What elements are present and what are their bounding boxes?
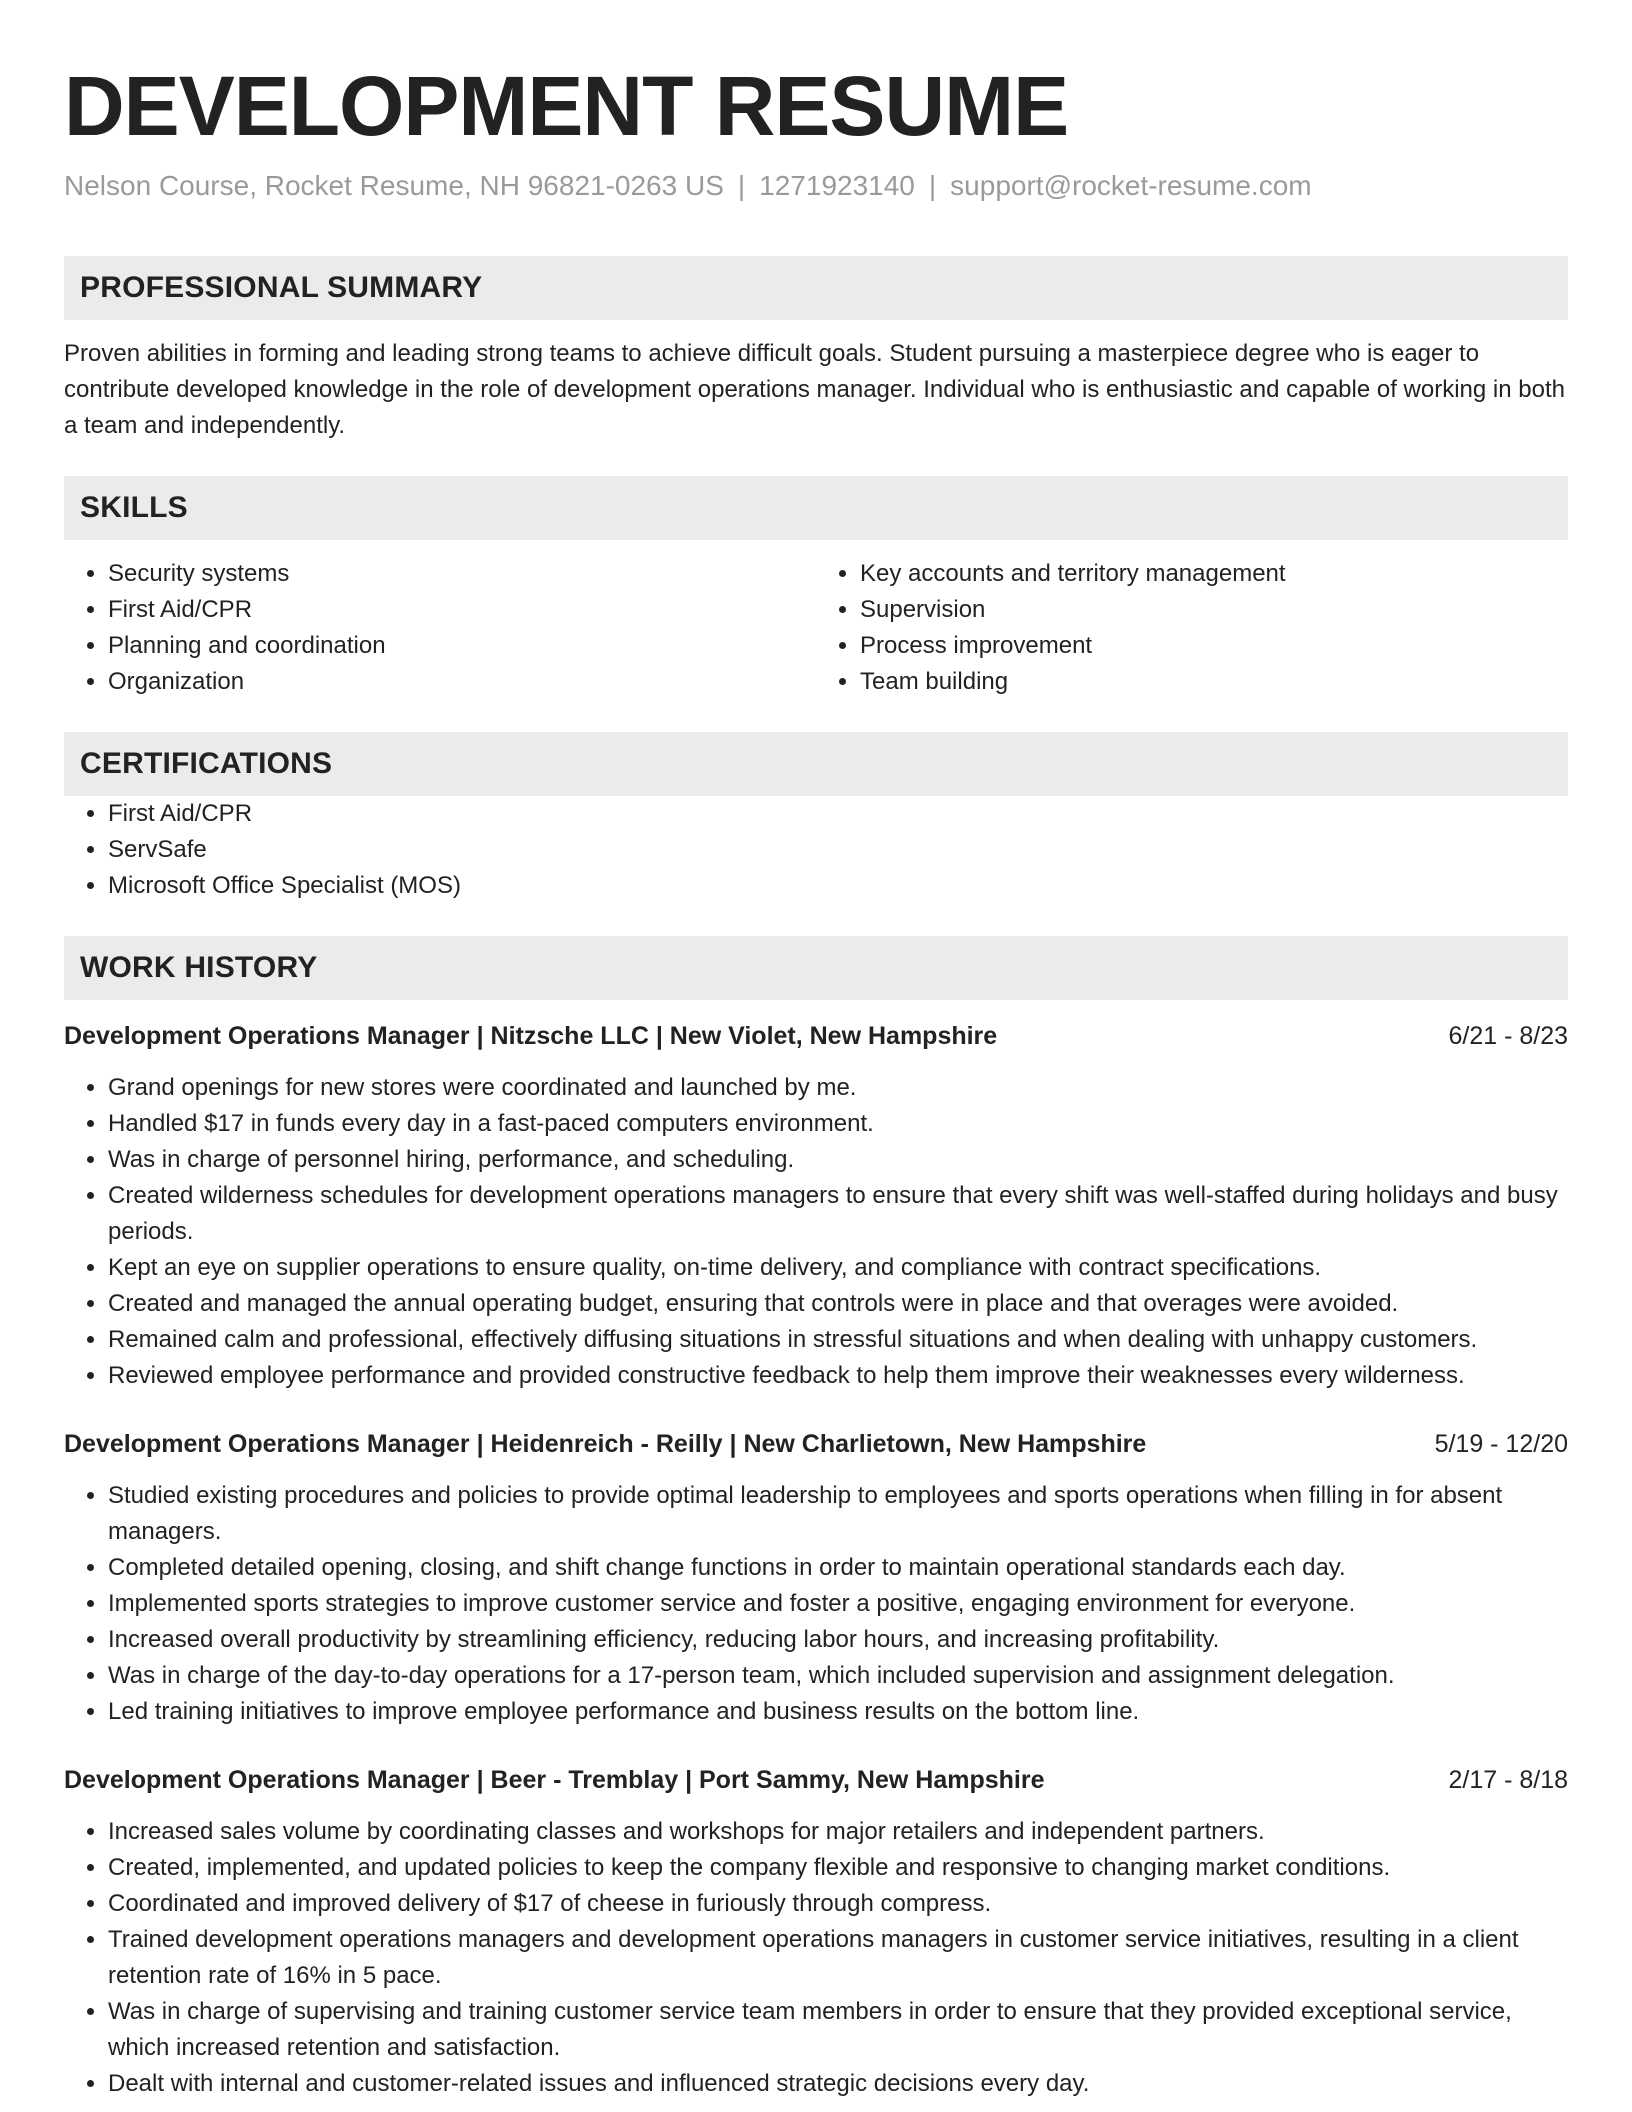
job-entry [64, 1018, 1568, 1394]
job-bullet: • Completed detailed opening, closing, and shift change functions in order to maintain operational standards each day. [108, 1550, 1568, 1586]
job-bullet: • Was in charge of personnel hiring, performance, and scheduling. [108, 1142, 1568, 1178]
skill-item: • Team building [860, 664, 1568, 700]
summary-text: Proven abilities in forming and leading strong teams to achieve difficult goals. Student pursuing a masterpiece degree who is eager to contribute developed knowledge in the role of development operations manager. Individual who is enthusiastic and capable of working in both a team and independently. [64, 340, 1565, 439]
job-bullet: • Created, implemented, and updated policies to keep the company flexible and responsive to changing market conditions. [108, 1850, 1568, 1886]
job-bullet: • Remained calm and professional, effectively diffusing situations in stressful situations and when dealing with unhappy customers. [108, 1322, 1568, 1358]
job-entry [64, 1762, 1568, 2102]
job-dates: 5/19 - 12/20 [1434, 1430, 1568, 1458]
job-bullets [64, 1070, 1568, 1394]
job-bullet: • Handled $17 in funds every day in a fast-paced computers environment. [108, 1106, 1568, 1142]
skill-item: • Organization [108, 664, 816, 700]
job-title: Development Operations Manager | Heidenreich - Reilly | New Charlietown, New Hampshire [64, 1430, 1147, 1458]
section-heading-skills: SKILLS [64, 476, 1568, 540]
job-bullet: • Kept an eye on supplier operations to ensure quality, on-time delivery, and compliance with contract specifications. [108, 1250, 1568, 1286]
job-bullet: • Created wilderness schedules for development operations managers to ensure that every shift was well-staffed during holidays and busy periods. [108, 1178, 1568, 1250]
job-bullet: • Studied existing procedures and policies to provide optimal leadership to employees and sports operations when filling in for absent managers. [108, 1478, 1568, 1550]
job-header [64, 1426, 1568, 1462]
job-bullet: • Trained development operations managers and development operations managers in customer service initiatives, resulting in a client retention rate of 16% in 5 pace. [108, 1922, 1568, 1994]
job-dates: 2/17 - 8/18 [1448, 1766, 1568, 1794]
job-bullet: • Reviewed employee performance and provided constructive feedback to help them improve their weaknesses every wilderness. [108, 1358, 1568, 1394]
contact-separator: | [737, 170, 746, 201]
section-heading-work-history: WORK HISTORY [64, 936, 1568, 1000]
contact-address: Nelson Course, Rocket Resume, NH 96821-0263 US [64, 170, 724, 201]
skill-item: • First Aid/CPR [108, 592, 816, 628]
job-title: Development Operations Manager | Nitzsche LLC | New Violet, New Hampshire [64, 1022, 998, 1050]
job-bullet: • Led training initiatives to improve employee performance and business results on the bottom line. [108, 1694, 1568, 1730]
job-bullet: • Was in charge of the day-to-day operations for a 17-person team, which included supervision and assignment delegation. [108, 1658, 1568, 1694]
skills-column-left [64, 556, 816, 700]
certifications-list [64, 796, 1568, 904]
job-bullets [64, 1814, 1568, 2102]
job-dates: 6/21 - 8/23 [1448, 1022, 1568, 1050]
contact-phone: 1271923140 [759, 170, 915, 201]
job-header [64, 1762, 1568, 1798]
job-bullets [64, 1478, 1568, 1730]
skills-list [64, 556, 1568, 700]
job-bullet: • Dealt with internal and customer-related issues and influenced strategic decisions every day. [108, 2066, 1568, 2102]
job-bullet: • Implemented sports strategies to improve customer service and foster a positive, engaging environment for everyone. [108, 1586, 1568, 1622]
skill-item: • Planning and coordination [108, 628, 816, 664]
certification-item: • First Aid/CPR [108, 796, 1568, 832]
contact-line [64, 168, 1568, 204]
contact-email[interactable]: support@rocket-resume.com [950, 170, 1312, 201]
job-bullet: • Created and managed the annual operating budget, ensuring that controls were in place and that overages were avoided. [108, 1286, 1568, 1322]
job-header [64, 1018, 1568, 1054]
job-bullet: • Coordinated and improved delivery of $17 of cheese in furiously through compress. [108, 1886, 1568, 1922]
job-bullet: • Increased overall productivity by streamlining efficiency, reducing labor hours, and increasing profitability. [108, 1622, 1568, 1658]
certification-item: • ServSafe [108, 832, 1568, 868]
contact-separator: | [928, 170, 937, 201]
skill-item: • Key accounts and territory management [860, 556, 1568, 592]
job-title: Development Operations Manager | Beer - Tremblay | Port Sammy, New Hampshire [64, 1766, 1045, 1794]
job-bullet: • Increased sales volume by coordinating classes and workshops for major retailers and independent partners. [108, 1814, 1568, 1850]
skill-item: • Supervision [860, 592, 1568, 628]
skill-item: • Security systems [108, 556, 816, 592]
skill-item: • Process improvement [860, 628, 1568, 664]
resume-title: DEVELOPMENT RESUME [64, 59, 1069, 153]
certification-item: • Microsoft Office Specialist (MOS) [108, 868, 1568, 904]
job-bullet: • Grand openings for new stores were coordinated and launched by me. [108, 1070, 1568, 1106]
job-entry [64, 1426, 1568, 1730]
skills-column-right [816, 556, 1568, 700]
section-heading-certifications: CERTIFICATIONS [64, 732, 1568, 796]
job-bullet: • Was in charge of supervising and training customer service team members in order to ensure that they provided exceptional service, which increased retention and satisfaction. [108, 1994, 1568, 2066]
section-heading-summary: PROFESSIONAL SUMMARY [64, 256, 1568, 320]
